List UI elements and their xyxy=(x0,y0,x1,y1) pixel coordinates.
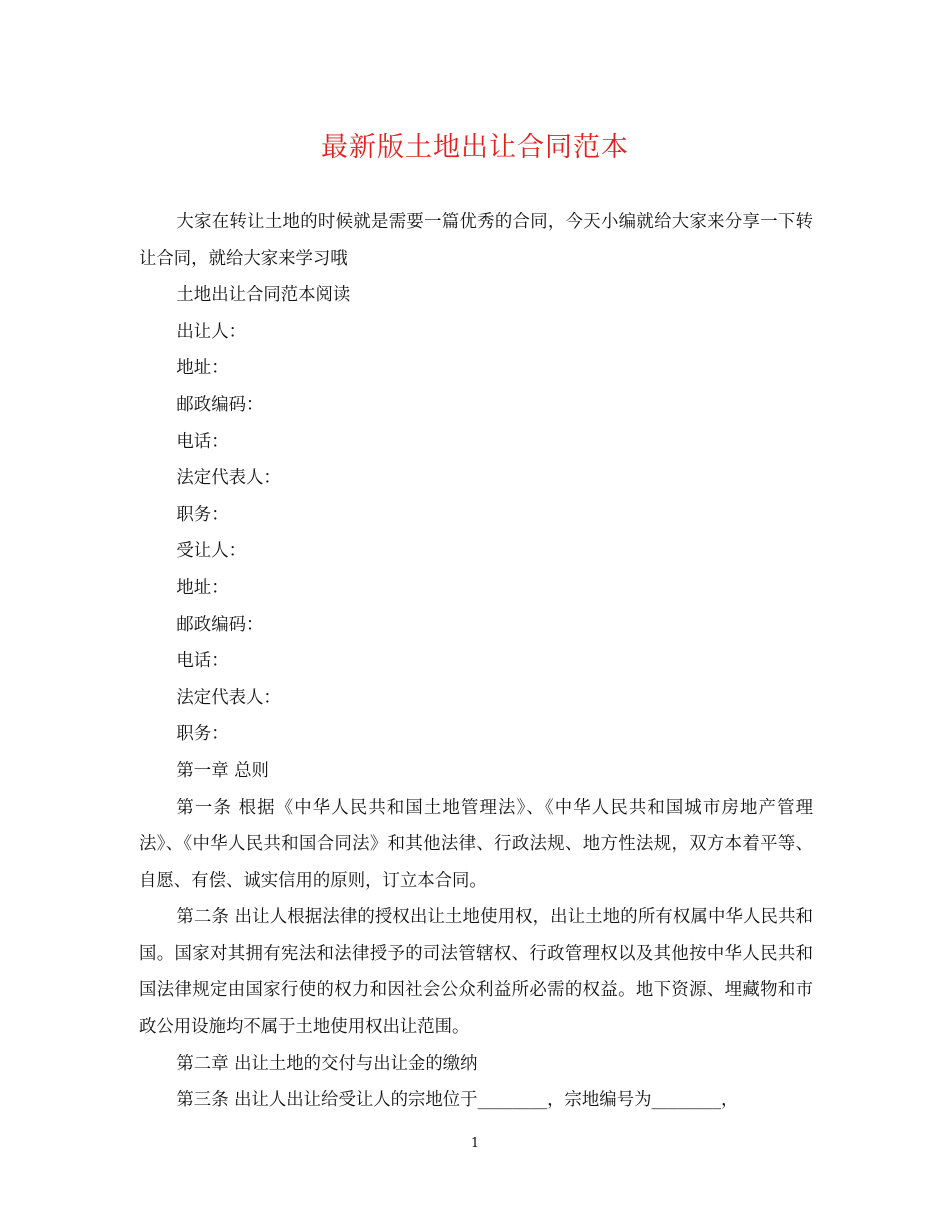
document-title: 最新版土地出让合同范本 xyxy=(321,132,629,163)
transferee-postcode-label: 邮政编码： xyxy=(176,614,264,635)
transferor-label: 出让人： xyxy=(176,321,246,342)
chapter-heading: 第二章 出让土地的交付与出让金的缴纳 xyxy=(176,1053,478,1074)
transferee-label: 受让人： xyxy=(176,541,246,562)
chapter-heading: 第一章 总则 xyxy=(176,760,269,781)
contract-heading: 土地出让合同范本阅读 xyxy=(176,285,351,306)
transferor-legal-rep-label: 法定代表人： xyxy=(176,468,281,489)
article-paragraph: 第三条 出让人出让给受让人的宗地位于________，宗地编号为________， xyxy=(176,1090,739,1111)
transferee-position-label: 职务： xyxy=(176,724,229,745)
transferee-phone-label: 电话： xyxy=(176,651,229,672)
transferor-position-label: 职务： xyxy=(176,504,229,525)
article-paragraph: 第一条 根据《中华人民共和国土地管理法》、《中华人民共和国城市房地产管理法》、《中华人民共和国合同法》和其他法律、行政法规、地方性法规，双方本着平等、自愿、有偿、诚实信用的原则，订立本合同。 xyxy=(139,797,813,891)
document-body xyxy=(139,204,813,1119)
transferee-legal-rep-label: 法定代表人： xyxy=(176,687,281,708)
transferee-address-label: 地址： xyxy=(176,577,229,598)
page-number: 1 xyxy=(470,1136,480,1151)
article-paragraph: 第二条 出让人根据法律的授权出让土地使用权，出让土地的所有权属中华人民共和国。国家对其拥有宪法和法律授予的司法管辖权、行政管理权以及其他按中华人民共和国法律规定由国家行使的权力和因社会公众利益所必需的权益。地下资源、埋藏物和市政公用设施均不属于土地使用权出让范围。 xyxy=(139,907,813,1038)
intro-paragraph: 大家在转让土地的时候就是需要一篇优秀的合同，今天小编就给大家来分享一下转让合同，就给大家来学习哦 xyxy=(139,212,813,269)
transferor-phone-label: 电话： xyxy=(176,431,229,452)
transferor-postcode-label: 邮政编码： xyxy=(176,394,264,415)
transferor-address-label: 地址： xyxy=(176,358,229,379)
